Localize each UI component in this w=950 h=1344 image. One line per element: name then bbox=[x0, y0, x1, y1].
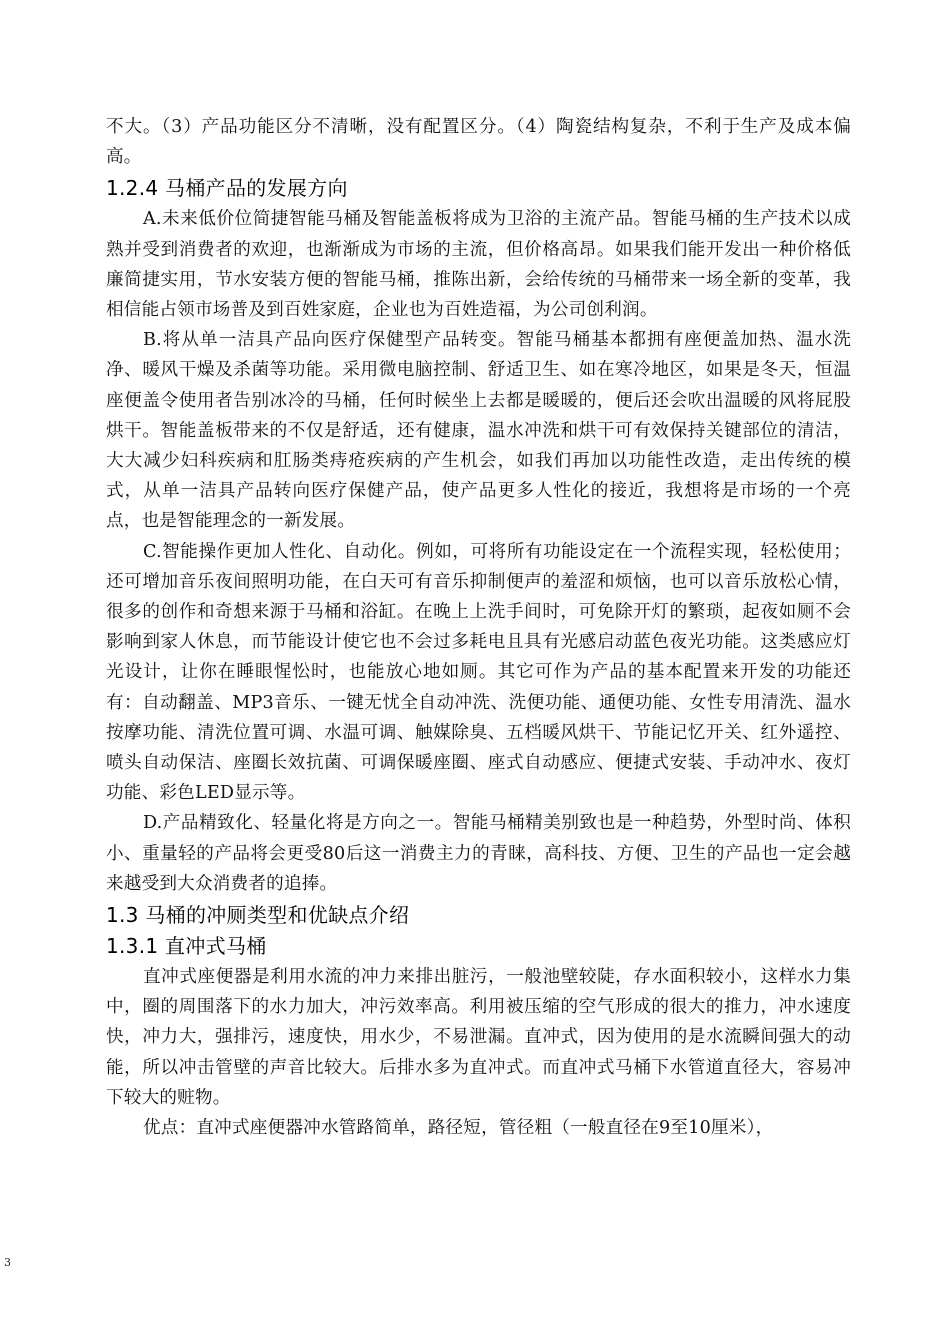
section-heading-1-2-4: 1.2.4 马桶产品的发展方向 bbox=[106, 176, 348, 201]
paragraph-advantages: 优点：直冲式座便器冲水管路简单，路径短，管径粗（一般直径在9至10厘米）， bbox=[143, 1118, 774, 1139]
section-heading-1-3: 1.3 马桶的冲厕类型和优缺点介绍 bbox=[106, 903, 410, 928]
section-heading-1-3-1: 1.3.1 直冲式马桶 bbox=[106, 934, 267, 959]
paragraph-b: B.将从单一洁具产品向医疗保健型产品转变。智能马桶基本都拥有座便盖加热、温水洗净、暖风干燥及杀菌等功能。采用微电脑控制、舒适卫生、如在寒冷地区，如果是冬天，恒温座便盖令使用者告别冰冷的马桶，任何时候坐上去都是暖暖的，便后还会吹出温暖的风将屁股烘干。智能盖板带来的不仅是舒适，还有健康，温水冲洗和烘干可有效保持关键部位的清洁，大大减少妇科疾病和肛肠类痔疮疾病的产生机会，如我们再加以功能性改造，走出传统的模式，从单一洁具产品转向医疗保健产品，使产品更多人性化的接近，我想将是市场的一个亮点，也是智能理念的一新发展。 bbox=[106, 330, 851, 532]
paragraph-direct-flush: 直冲式座便器是利用水流的冲力来排出脏污，一般池壁较陡，存水面积较小，这样水力集中，圈的周围落下的水力加大，冲污效率高。利用被压缩的空气形成的很大的推力，冲水速度快，冲力大，强排污，速度快，用水少，不易泄漏。直冲式，因为使用的是水流瞬间强大的动能，所以冲击管壁的声音比较大。后排水多为直冲式。而直冲式马桶下水管道直径大，容易冲下较大的赃物。 bbox=[106, 967, 851, 1108]
intro-paragraph: 不大。（3）产品功能区分不清晰，没有配置区分。（4）陶瓷结构复杂，不利于生产及成本偏高。 bbox=[106, 117, 851, 168]
page-number: 3 bbox=[4, 1256, 11, 1269]
paragraph-a: A.未来低价位简捷智能马桶及智能盖板将成为卫浴的主流产品。智能马桶的生产技术以成熟并受到消费者的欢迎，也渐渐成为市场的主流，但价格高昂。如果我们能开发出一种价格低廉简捷实用，节水安装方便的智能马桶，推陈出新，会给传统的马桶带来一场全新的变革，我相信能占领市场普及到百姓家庭，企业也为百姓造福，为公司创利润。 bbox=[106, 209, 851, 321]
document-body bbox=[106, 112, 851, 1143]
paragraph-d: D.产品精致化、轻量化将是方向之一。智能马桶精美别致也是一种趋势，外型时尚、体积小、重量轻的产品将会更受80后这一消费主力的青睐，高科技、方便、卫生的产品也一定会越来越受到大众消费者的追捧。 bbox=[106, 813, 851, 894]
paragraph-c: C.智能操作更加人性化、自动化。例如，可将所有功能设定在一个流程实现，轻松使用；还可增加音乐夜间照明功能，在白天可有音乐抑制便声的羞涩和烦恼，也可以音乐放松心情，很多的创作和奇想来源于马桶和浴缸。在晚上上洗手间时，可免除开灯的繁琐，起夜如厕不会影响到家人休息，而节能设计使它也不会过多耗电且具有光感启动蓝色夜光功能。这类感应灯光设计，让你在睡眼惺忪时，也能放心地如厕。其它可作为产品的基本配置来开发的功能还有：自动翻盖、MP3音乐、一键无忧全自动冲洗、洗便功能、通便功能、女性专用清洗、温水按摩功能、清洗位置可调、水温可调、触媒除臭、五档暖风烘干、节能记忆开关、红外遥控、喷头自动保洁、座圈长效抗菌、可调保暖座圈、座式自动感应、便捷式安装、手动冲水、夜灯功能、彩色LED显示等。 bbox=[106, 541, 851, 804]
